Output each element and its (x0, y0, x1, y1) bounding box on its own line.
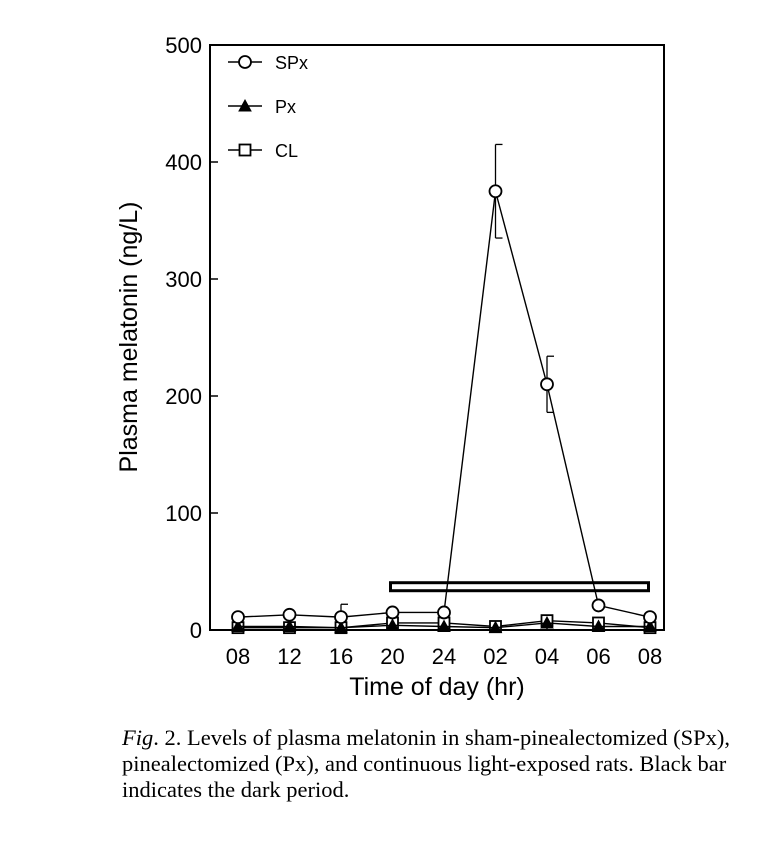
data-point (490, 185, 502, 197)
y-axis-label: Plasma melatonin (ng/L) (115, 201, 143, 473)
x-tick-label: 20 (380, 644, 405, 669)
legend-item-px (228, 97, 296, 117)
x-tick-label: 24 (431, 644, 457, 669)
legend-label: SPx (275, 53, 309, 73)
data-point (335, 611, 347, 623)
y-tick-label: 0 (189, 618, 202, 643)
y-tick-label: 400 (165, 150, 202, 175)
figure-caption (122, 725, 777, 803)
dark-period-bar-rect (391, 583, 649, 591)
series-line (238, 191, 650, 617)
data-point (593, 599, 605, 611)
caption-fig-number: . 2. (153, 725, 182, 750)
x-tick-label: 08 (225, 644, 251, 669)
legend (228, 53, 308, 161)
y-tick-label: 100 (165, 501, 202, 526)
caption-text: Levels of plasma melatonin in sham-pinealectomized (SPx), pinealectomized (Px), and continuous light-exposed rats. Black bar indicates the dark period. (122, 725, 730, 802)
y-tick-label: 500 (165, 33, 202, 58)
data-point (284, 609, 296, 621)
plot-frame (210, 45, 664, 630)
y-tick-label: 200 (165, 384, 202, 409)
legend-marker (239, 56, 251, 68)
legend-label: Px (275, 97, 297, 117)
x-tick-label: 08 (637, 644, 663, 669)
caption-fig-label: Fig (122, 725, 154, 750)
legend-marker (240, 145, 251, 156)
dark-period-bar (391, 583, 649, 591)
data-point (387, 606, 399, 618)
legend-item-spx (228, 53, 308, 73)
x-axis-label: Time of day (hr) (349, 673, 525, 701)
x-tick-label: 06 (586, 644, 611, 669)
x-tick-label: 04 (534, 644, 560, 669)
x-tick-label: 12 (277, 644, 302, 669)
y-tick-label: 300 (165, 267, 202, 292)
data-point (232, 611, 244, 623)
legend-label: CL (275, 141, 299, 161)
x-tick-label: 16 (328, 644, 354, 669)
series-layer (232, 144, 656, 633)
series-spx (232, 144, 656, 630)
x-tick-label: 02 (483, 644, 508, 669)
data-point (438, 606, 450, 618)
legend-item-cl (228, 141, 298, 161)
data-point (541, 378, 553, 390)
data-point (644, 611, 656, 623)
